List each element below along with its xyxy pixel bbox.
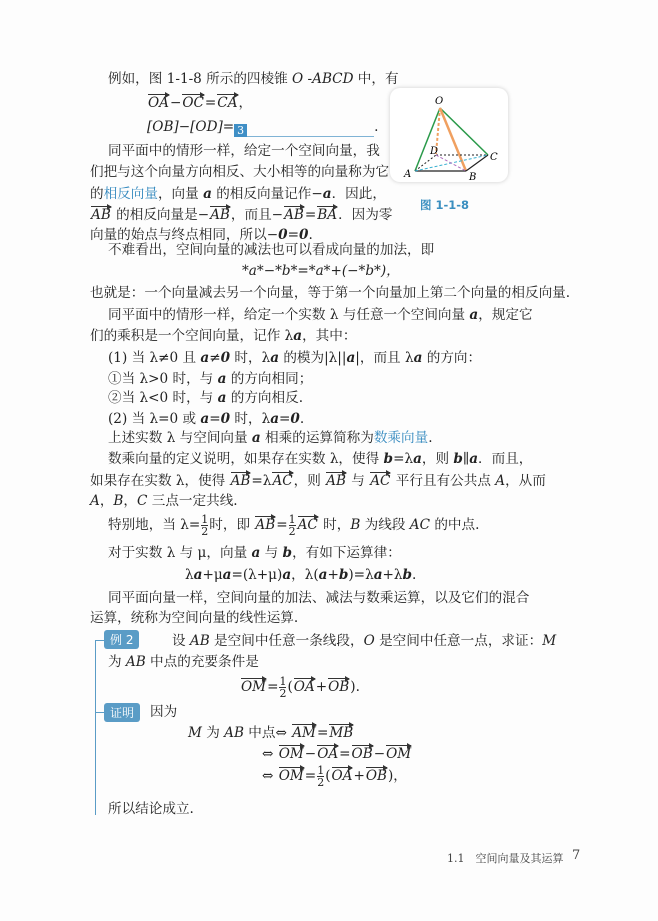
text-line: ②当 λ<0 时，与 a 的方向相反.: [108, 390, 304, 406]
text-line: 们的乘积是一个空间向量，记作 λa，其中：: [90, 328, 357, 344]
text-line: 数乘向量的定义说明，如果存在实数 λ，使得 b=λa，则 b∥a．而且，: [108, 451, 533, 467]
text-line: 设 AB 是空间中任意一条线段，O 是空间中任意一点，求证：M: [172, 633, 557, 649]
label-c: C: [490, 152, 498, 163]
figure-pyramid: [390, 88, 508, 182]
answer-blank[interactable]: [234, 121, 374, 137]
text-line: (2) 当 λ=0 或 a=0 时，λa=0.: [108, 411, 305, 427]
text-line: AB 的相反向量是−AB，而且−AB=BA．因为零: [91, 207, 393, 223]
text-line: λa+μa=(λ+μ)a，λ(a+b)=λa+λb.: [185, 567, 417, 583]
text-line: 如果存在实数 λ，使得 AB=λAC，则 AB 与 AC 平行且有公共点 A，从而: [90, 473, 546, 489]
text-line: 为 AB 中点的充要条件是: [108, 654, 259, 670]
text-line: 特别地，当 λ= $\frac{1}{2}$ 时，即 AB= $\frac{1}{2}$ AC 时，B 为线段 AC 的中点.: [108, 513, 480, 538]
footer-section: 1.1 空间向量及其运算: [447, 852, 564, 865]
label-o: O: [435, 96, 444, 107]
example-label: 例 2: [104, 630, 139, 649]
text-line: OA−OC=CA，: [148, 95, 253, 111]
text-line: 的相反向量，向量 a 的相反向量记作−a．因此，: [90, 186, 386, 202]
text-line: M 为 AB 中点⇔ AM=MB: [188, 725, 354, 741]
text-line: 同平面中的情形一样，给定一个实数 λ 与任意一个空间向量 a，规定它: [108, 307, 533, 323]
text-line: 同平面中的情形一样，给定一个空间向量，我: [108, 143, 380, 159]
example-bracket: [95, 640, 96, 815]
text-line: 对于实数 λ 与 μ，向量 a 与 b，有如下运算律：: [108, 545, 401, 561]
label-a: A: [404, 169, 412, 180]
text-line: 因为: [150, 704, 178, 720]
text-line: 所以结论成立.: [108, 801, 194, 817]
figure-caption: 图 1-1-8: [420, 198, 470, 212]
text-line: 不难看出，空间向量的减法也可以看成向量的加法，即: [108, 242, 435, 258]
text-line: A，B，C 三点一定共线.: [90, 493, 238, 509]
text-line: 运算，统称为空间向量的线性运算.: [90, 610, 299, 626]
text-line: ⇔ OM= $\frac{1}{2}$ (OA+OB)，: [262, 764, 407, 789]
text-line: 们把与这个向量方向相反、大小相等的向量称为它: [90, 164, 390, 180]
blank-number: 3: [234, 124, 247, 137]
text-line: 上述实数 λ 与空间向量 a 相乘的运算简称为数乘向量.: [108, 430, 433, 446]
text-line: 向量的始点与终点相同，所以−0=0.: [90, 227, 313, 243]
label-d: D: [430, 146, 439, 157]
proof-label: 证明: [104, 703, 140, 722]
label-b: B: [469, 172, 477, 182]
formula-line: [242, 262, 400, 280]
pyramid-diagram: [390, 88, 508, 182]
formula-line: [OB]−[OD]= 3 .: [147, 119, 379, 137]
text-line: 例如，图 1-1-8 所示的四棱锥 O -ABCD 中，有: [108, 71, 399, 87]
text-line: (1) 当 λ≠0 且 a≠0 时，λa 的模为|λ||a|，而且 λa 的方向：: [108, 350, 482, 366]
text-line: 也就是：一个向量减去另一个向量，等于第一个向量加上第二个向量的相反向量.: [90, 285, 571, 301]
formula-text: *a*−*b*=*a*+(−*b*)，: [242, 263, 400, 279]
formula-text: [OB]−[OD]=: [147, 119, 235, 135]
text-line: OM= $\frac{1}{2}$ (OA+OB).: [241, 675, 360, 700]
text-line: ⇔ OM−OA=OB−OM: [262, 746, 412, 762]
text-line: 同平面向量一样，空间向量的加法、减法与数乘运算，以及它们的混合: [108, 590, 530, 606]
page-number: 7: [572, 848, 581, 863]
text-line: ①当 λ>0 时，与 a 的方向相同；: [108, 371, 313, 387]
